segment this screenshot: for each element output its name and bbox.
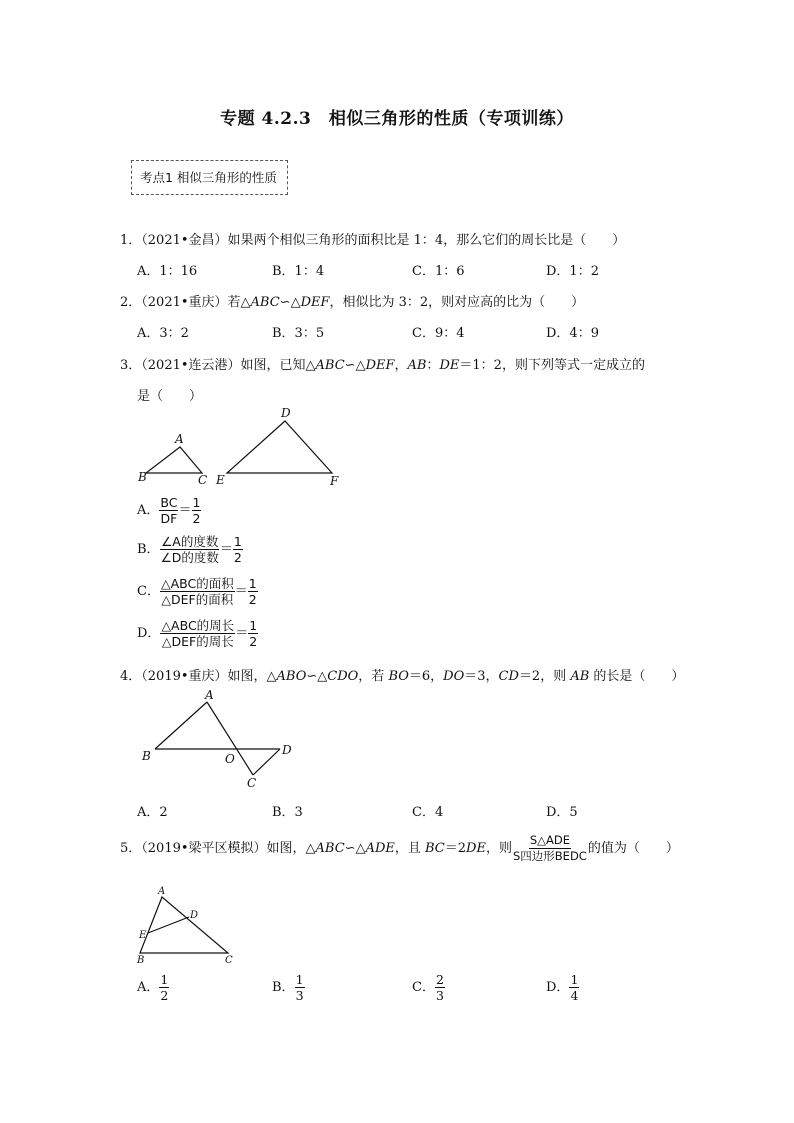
question-5-stem: 5．（2019•梁平区模拟）如图，△ABC∽△ADE，且 BC＝2DE，则 $\frac{\text{S△ADE}}{\text{S四边形BEDC}}$ 的值为（ ） [120,833,679,863]
question-3-stem-line2: 是（ ） [137,389,203,404]
q3-option-c[interactable]: C． $\frac{\text{△ABC的面积}}{\text{△DEF的面积}}$ ＝ $\frac{1}{2}$ [137,576,257,607]
question-4-stem: 4．（2019•重庆）如图，△ABO∽△CDO，若 BO＝6，DO＝3，CD＝2，则 AB 的长是（ ） [120,669,685,684]
q5-option-a[interactable]: A． $\frac{1}{2}$ [137,972,169,1003]
q4-option-c[interactable]: C．4 [412,805,444,820]
section-header: 考点1 相似三角形的性质 [131,160,288,195]
q2-option-d[interactable]: D．4：9 [546,326,599,341]
q3-option-b[interactable]: B． $\frac{\text{∠A的度数}}{\text{∠D的度数}}$ ＝ $\frac{1}{2}$ [137,534,242,565]
q5-option-c[interactable]: C． $\frac{2}{3}$ [412,972,444,1003]
label-d: D [282,743,292,757]
q2-option-a[interactable]: A．3：2 [137,326,189,341]
label-a: A [175,432,184,446]
label-b: B [138,470,147,484]
label-c: C [198,473,208,487]
label-b: B [142,749,151,763]
question-1-stem: 1．（2021•金昌）如果两个相似三角形的面积比是 1：4，那么它们的周长比是（ ） [120,233,626,248]
q1-option-a[interactable]: A．1：16 [137,264,198,279]
page-title: 专题 4.2.3 相似三角形的性质（专项训练） [220,109,574,129]
q5-figure-triangle [130,885,240,967]
label-a: A [158,886,166,897]
label-o: O [225,752,235,766]
q2-option-c[interactable]: C．9：4 [412,326,465,341]
q4-figure-bowtie [135,690,305,790]
question-2-stem: 2．（2021•重庆）若△ABC∽△DEF，相似比为 3：2，则对应高的比为（ ） [120,295,585,310]
q5-option-b[interactable]: B． $\frac{1}{3}$ [272,972,304,1003]
triangle-abc [146,447,202,473]
q4-option-a[interactable]: A．2 [137,805,168,820]
label-a: A [205,690,214,702]
q1-option-d[interactable]: D．1：2 [546,264,599,279]
q3-option-d[interactable]: D． $\frac{\text{△ABC的周长}}{\text{△DEF的周长}}$ ＝ $\frac{1}{2}$ [137,618,258,649]
label-e: E [139,930,147,941]
label-f: F [330,474,339,488]
label-d: D [281,406,291,420]
q4-option-b[interactable]: B．3 [272,805,303,820]
q1-option-c[interactable]: C．1：6 [412,264,465,279]
q3-option-a[interactable]: A． $\frac{BC}{DF}$ ＝ $\frac{1}{2}$ [137,495,201,526]
q1-option-b[interactable]: B．1：4 [272,264,325,279]
label-c: C [225,955,233,966]
q3-figure-triangles [130,405,350,490]
q4-option-d[interactable]: D．5 [546,805,578,820]
label-d: D [190,910,199,921]
question-3-stem: 3．（2021•连云港）如图，已知△ABC∽△DEF，AB：DE＝1：2，则下列等式一定成立的 [120,358,645,373]
label-c: C [247,776,257,790]
q2-option-b[interactable]: B．3：5 [272,326,325,341]
label-e: E [216,473,225,487]
q5-option-d[interactable]: D． $\frac{1}{4}$ [546,972,579,1003]
label-b: B [137,955,145,966]
triangle-def [227,421,332,473]
